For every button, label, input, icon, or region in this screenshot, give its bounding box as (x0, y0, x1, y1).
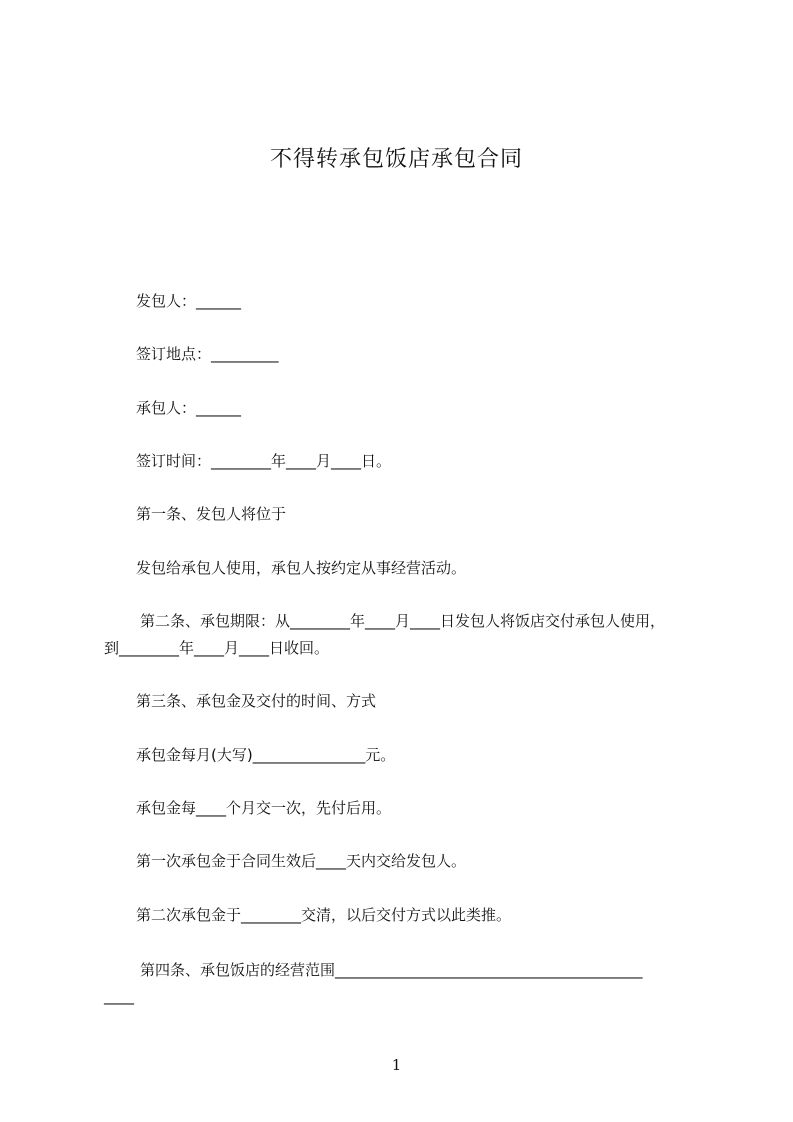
article-1-continued-line: 发包给承包人使用，承包人按约定从事经营活动。 (136, 559, 467, 577)
document-title: 不得转承包饭店承包合同 (269, 147, 523, 172)
signing-date-line: 签订时间：________年____月____日。 (136, 452, 392, 470)
article-3-line: 第三条、承包金及交付的时间、方式 (136, 692, 377, 710)
signing-place-line: 签订地点：_________ (136, 345, 279, 363)
second-payment-line: 第二次承包金于________交清，以后交付方式以此类推。 (136, 906, 512, 924)
article-2-line: 第二条、承包期限：从________年____月____日发包人将饭店交付承包人使用， (140, 612, 666, 630)
party-b-line: 承包人：______ (136, 399, 242, 417)
article-1-line: 第一条、发包人将位于 (136, 505, 287, 523)
article-2-continued-line: 到________年____月____日收回。 (104, 639, 330, 657)
page-number: 1 (391, 1056, 402, 1074)
monthly-payment-line: 承包金每月(大写)_______________元。 (136, 746, 396, 764)
article-4-line: 第四条、承包饭店的经营范围_________________________________________ (140, 961, 643, 979)
payment-frequency-line: 承包金每____个月交一次，先付后用。 (136, 799, 392, 817)
first-payment-line: 第一次承包金于合同生效后____天内交给发包人。 (136, 852, 467, 870)
article-4-continued-line: ____ (104, 987, 134, 1005)
party-a-line: 发包人：______ (136, 292, 242, 310)
